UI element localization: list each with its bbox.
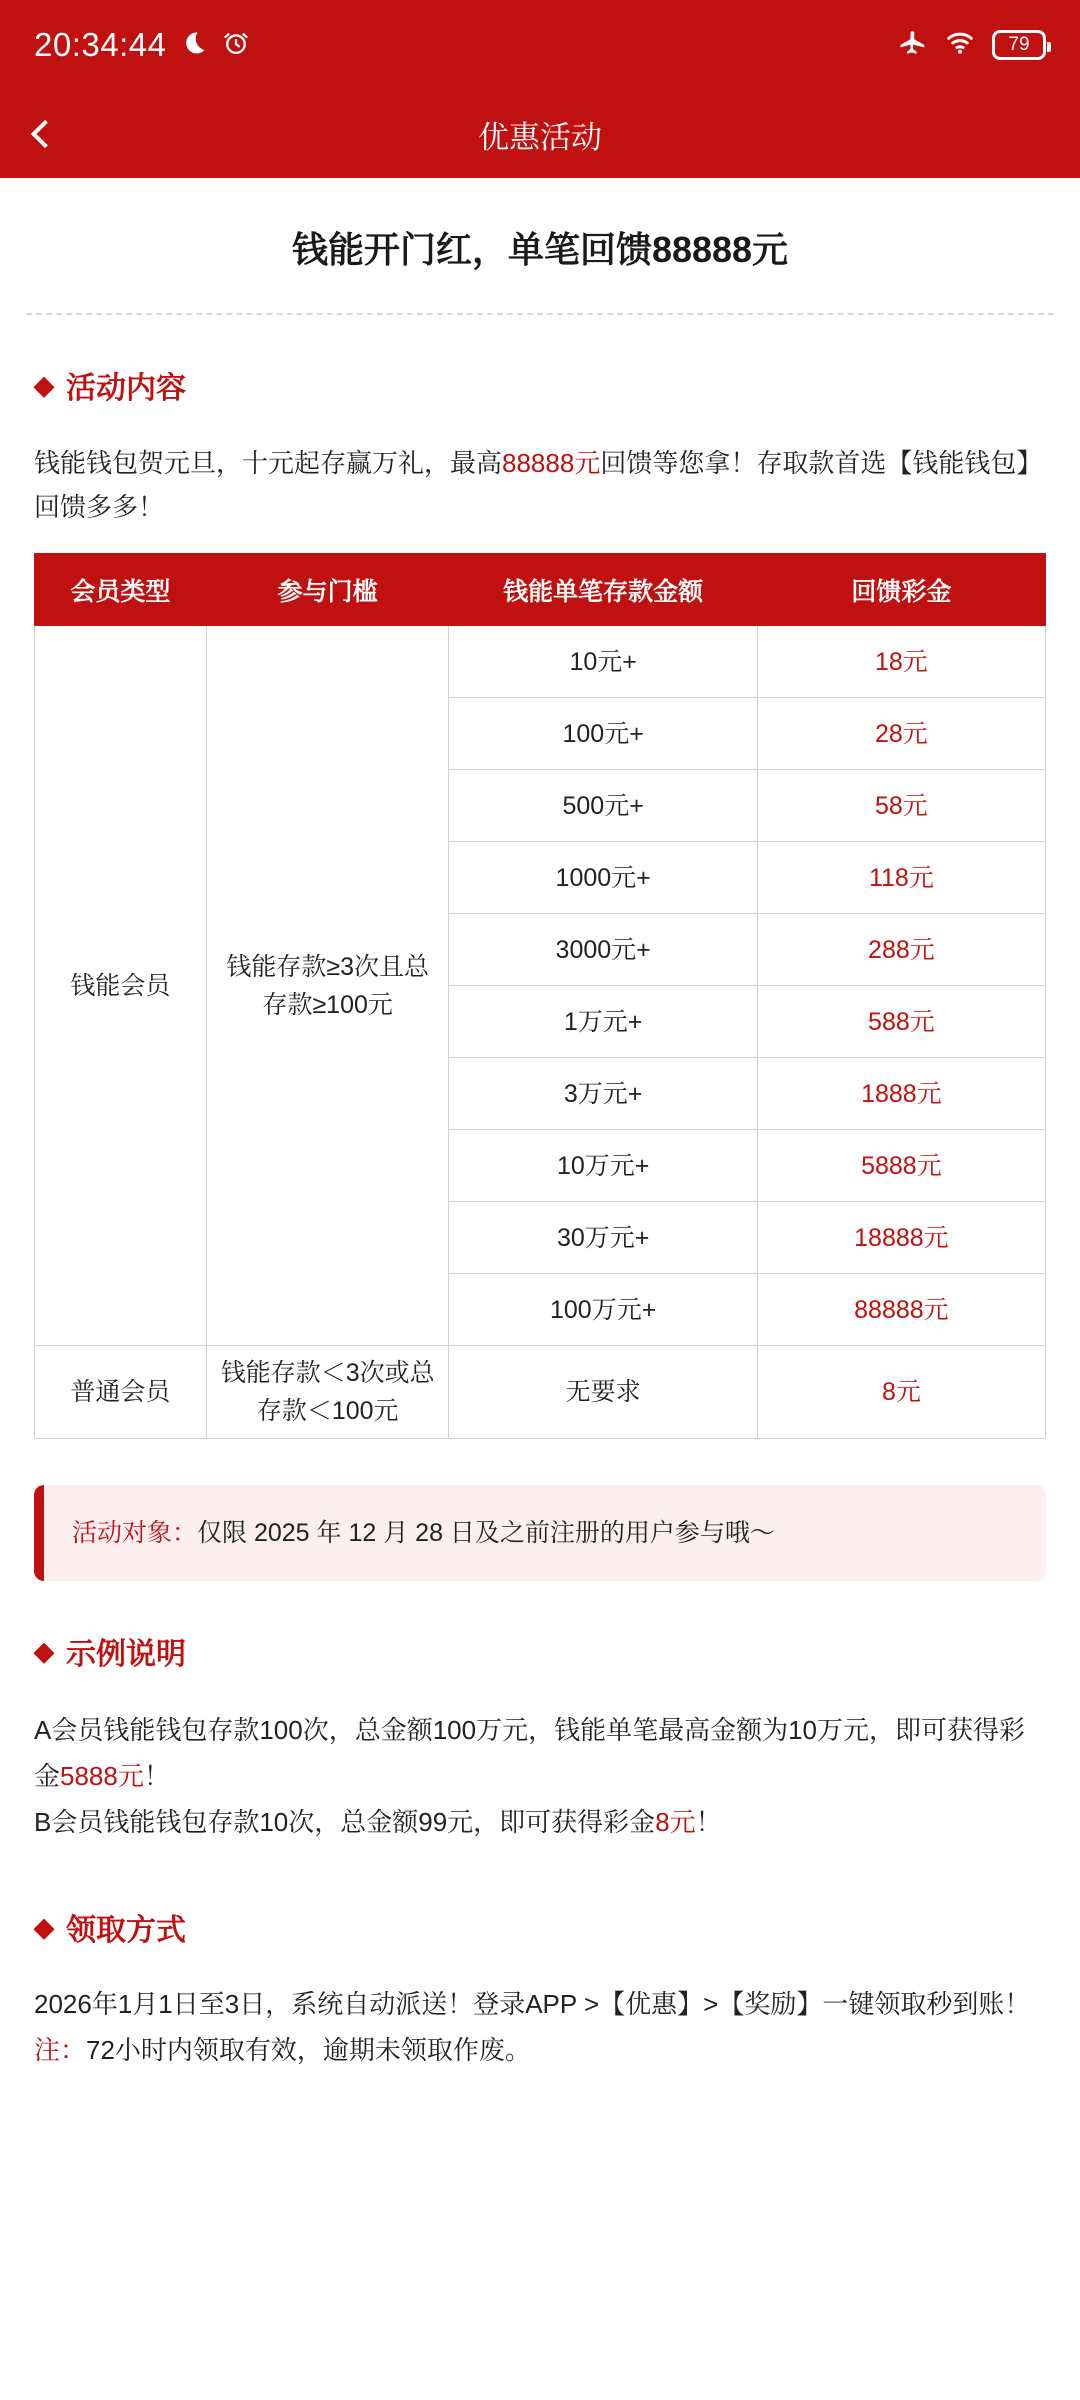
content-paragraph-amount: 88888元	[502, 448, 601, 478]
table-header-row	[35, 554, 1046, 626]
section-title-claim	[0, 1845, 1080, 1949]
claim-note-body: 72小时内领取有效，逾期未领取作废。	[86, 2035, 531, 2065]
reward-table-wrapper	[0, 529, 1080, 1439]
example-line-1-c: ！	[143, 1761, 170, 1791]
claim-note-key: 注：	[34, 2035, 87, 2065]
title-bar	[0, 90, 1080, 178]
cell-threshold-vip: 钱能存款≥3次且总存款≥100元	[206, 626, 449, 1346]
cell-deposit-amount: 10元+	[449, 626, 757, 698]
section-title-claim-label: 领取方式	[66, 1914, 186, 1947]
status-bar	[0, 0, 1080, 90]
section-title-example-label: 示例说明	[66, 1638, 186, 1671]
cell-bonus: 288元	[757, 914, 1045, 986]
cell-bonus: 118元	[757, 842, 1045, 914]
cell-deposit-amount: 无要求	[449, 1346, 757, 1439]
example-line-1	[34, 1707, 1046, 1799]
content-paragraph-part2: 回馈等您拿！存取款首选【钱能钱包】回馈多多！	[34, 448, 1043, 522]
table-row	[35, 1346, 1046, 1439]
cell-bonus: 5888元	[757, 1130, 1045, 1202]
battery-level-label: 79	[1008, 34, 1030, 55]
cell-bonus: 1888元	[757, 1058, 1045, 1130]
section-title-content-label: 活动内容	[66, 372, 186, 405]
table-header-member-type: 会员类型	[35, 554, 207, 626]
cell-deposit-amount: 1万元+	[449, 986, 757, 1058]
bottom-spacer	[0, 2073, 1080, 2113]
status-clock: 20:34:44	[34, 26, 167, 63]
cell-deposit-amount: 100元+	[449, 698, 757, 770]
example-line-2	[34, 1799, 1046, 1845]
cell-member-type-vip: 钱能会员	[35, 626, 207, 1346]
promo-headline: 钱能开门红，单笔回馈88888元	[291, 229, 789, 270]
cell-bonus: 588元	[757, 986, 1045, 1058]
status-bar-right	[898, 27, 1046, 64]
content-paragraph-part1: 钱能钱包贺元旦，十元起存赢万礼，最高	[34, 448, 503, 478]
diamond-icon: ◆	[34, 1912, 54, 1942]
example-line-2-amount: 8元	[655, 1807, 696, 1837]
wifi-icon	[944, 27, 976, 64]
table-header-threshold: 参与门槛	[206, 554, 449, 626]
example-line-2-c: ！	[695, 1807, 722, 1837]
cell-bonus: 18888元	[757, 1202, 1045, 1274]
diamond-icon: ◆	[34, 1636, 54, 1666]
eligibility-notice-key: 活动对象：	[72, 1519, 198, 1547]
example-line-1-amount: 5888元	[60, 1761, 144, 1791]
page-title: 优惠活动	[478, 119, 602, 155]
reward-table	[34, 553, 1046, 1439]
diamond-icon: ◆	[34, 370, 54, 400]
promo-page	[0, 178, 1080, 2113]
section-title-content	[0, 315, 1080, 407]
cell-bonus: 8元	[757, 1346, 1045, 1439]
claim-note	[34, 2027, 1046, 2073]
cell-bonus: 88888元	[757, 1274, 1045, 1346]
cell-deposit-amount: 10万元+	[449, 1130, 757, 1202]
cell-bonus: 18元	[757, 626, 1045, 698]
alarm-icon	[222, 29, 250, 62]
cell-bonus: 58元	[757, 770, 1045, 842]
status-bar-left	[34, 26, 250, 64]
table-header-deposit-amount: 钱能单笔存款金额	[449, 554, 757, 626]
claim-block	[0, 1949, 1080, 2073]
cell-threshold-regular: 钱能存款＜3次或总存款＜100元	[206, 1346, 449, 1439]
battery-indicator	[992, 30, 1046, 60]
airplane-mode-icon	[898, 28, 928, 63]
example-line-1-a: A会员钱能钱包存款100次，总金额100万元，钱能单笔最高金额为10万元，即可获得彩金	[34, 1715, 1026, 1791]
cell-deposit-amount: 1000元+	[449, 842, 757, 914]
example-line-2-a: B会员钱能钱包存款10次，总金额99元，即可获得彩金	[34, 1807, 656, 1837]
section-title-example	[0, 1581, 1080, 1673]
cell-deposit-amount: 100万元+	[449, 1274, 757, 1346]
moon-icon	[180, 29, 208, 62]
table-row	[35, 626, 1046, 698]
cell-member-type-regular: 普通会员	[35, 1346, 207, 1439]
cell-deposit-amount: 500元+	[449, 770, 757, 842]
cell-deposit-amount: 3万元+	[449, 1058, 757, 1130]
content-paragraph	[0, 407, 1080, 529]
example-block	[0, 1673, 1080, 1845]
eligibility-notice-body: 仅限 2025 年 12 月 28 日及之前注册的用户参与哦～	[197, 1519, 775, 1547]
cell-deposit-amount: 30万元+	[449, 1202, 757, 1274]
cell-bonus: 28元	[757, 698, 1045, 770]
claim-line-1: 2026年1月1日至3日，系统自动派送！登录APP >【优惠】>【奖励】一键领取秒到账！	[34, 1989, 1031, 2019]
eligibility-notice	[34, 1485, 1046, 1581]
table-header-bonus: 回馈彩金	[757, 554, 1045, 626]
cell-deposit-amount: 3000元+	[449, 914, 757, 986]
